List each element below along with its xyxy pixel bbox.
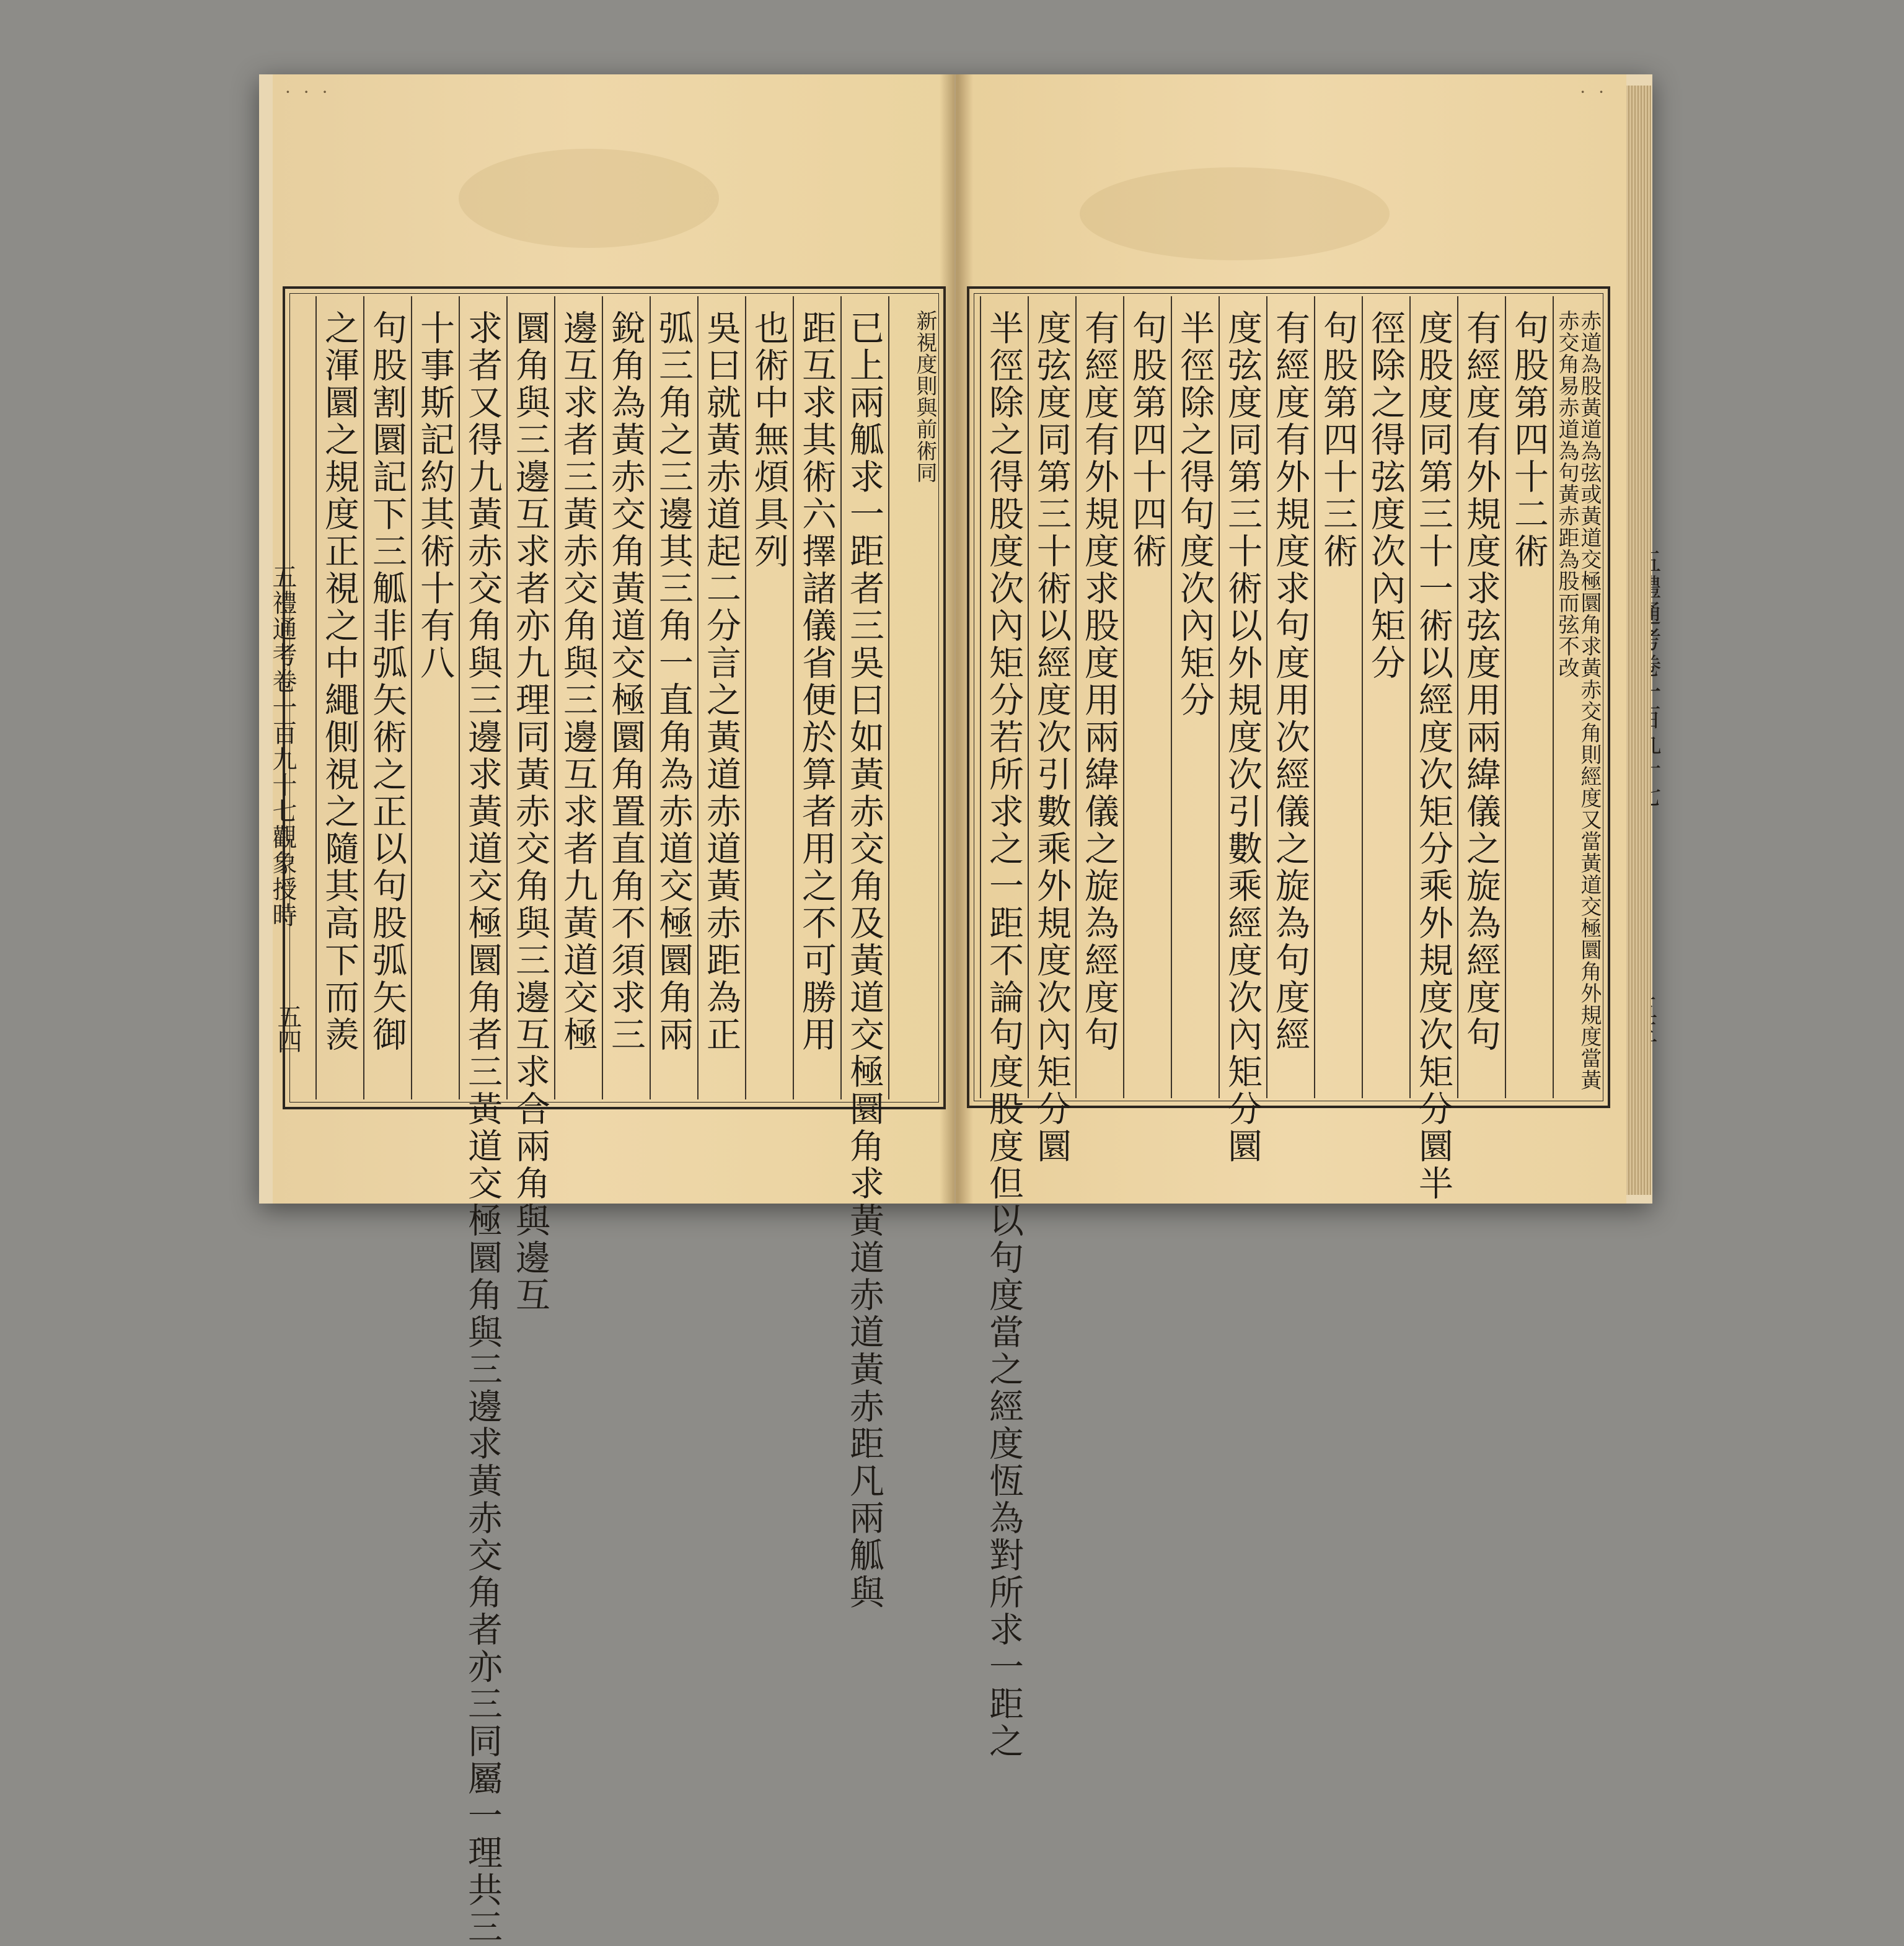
text-column: 銳角為黃赤交角黃道交極圜角置直角不須求三 — [602, 296, 650, 1099]
text-column: 之渾圜之規度正視之中繩側視之隨其高下而羨 — [315, 296, 363, 1099]
page-number: 五四 — [273, 1004, 302, 1054]
column-grid-right — [977, 296, 1602, 1760]
text-column: 句股第四十四術 — [1123, 296, 1171, 1098]
text-column: 邊互求者三黃赤交角與三邊互求者九黃道交極 — [554, 296, 602, 1099]
text-column: 徑除之得弦度次內矩分 — [1362, 296, 1409, 1098]
text-column: 吳曰就黃赤道起二分言之黃道赤道黃赤距為正 — [697, 296, 745, 1099]
page-edge-marks: · · — [1580, 82, 1608, 102]
text-column: 句股割圜記下三觚非弧矢術之正以句股弧矢御 — [363, 296, 411, 1099]
right-page — [956, 74, 1626, 1760]
text-column: 已上兩觚求一距者三吳曰如黃赤交角及黃道交極圜角求黃道赤道黃赤距凡兩觚與 — [840, 296, 888, 1099]
paper-stain — [459, 149, 719, 248]
text-column: 距互求其術六擇諸儀省便於算者用之不可勝用 — [793, 296, 840, 1099]
text-column: 句股第四十二術 — [1505, 296, 1553, 1098]
paper-stain — [1080, 167, 1390, 260]
text-column: 赤道為股黃道為弦或黃道交極圜角求黃赤交角則經度又當黃道交極圜角外規度當黃赤交角易赤道為句黃赤距為股而弦不改 — [1553, 296, 1600, 1098]
text-column: 半徑除之得股度次內矩分若所求之一距不論句度股度但以句度當之經度恆為對所求一距之 — [980, 296, 1028, 1098]
text-column: 度弦度同第三十術以經度次引數乘外規度次內矩分圜 — [1028, 296, 1075, 1098]
text-column: 求者又得九黃赤交角與三邊求黃道交極圜角者三黃道交極圜角與三邊求黃赤交角者亦三同屬一理共三 — [459, 296, 506, 1099]
open-book — [259, 74, 1652, 1946]
text-column: 度弦度同第三十術以外規度次引數乘經度次內矩分圜 — [1219, 296, 1266, 1098]
book-gutter — [940, 74, 973, 1204]
text-column: 有經度有外規度求句度用次經儀之旋為句度經 — [1266, 296, 1314, 1098]
text-frame-right — [967, 286, 1610, 1760]
text-column: 弧三角之三邊其三角一直角為赤道交極圜角兩 — [650, 296, 697, 1099]
text-column: 有經度有外規度求弦度用兩緯儀之旋為經度句 — [1457, 296, 1505, 1098]
text-column: 新視度則與前術同 — [888, 296, 936, 1099]
text-column: 也術中無煩具列 — [745, 296, 793, 1099]
column-grid-left — [293, 296, 937, 1946]
left-page — [268, 74, 954, 1946]
text-column: 有經度有外規度求股度用兩緯儀之旋為經度句 — [1075, 296, 1123, 1098]
page-edges — [1626, 86, 1651, 1195]
text-frame-left — [283, 286, 946, 1946]
text-column: 十事斯記約其術十有八 — [411, 296, 459, 1099]
text-column: 圜角與三邊互求者亦九理同黃赤交角與三邊互求合兩角與邊互 — [506, 296, 554, 1099]
banner-text: 五禮通考卷一百九十七觀象授時 — [268, 564, 297, 928]
text-column: 句股第四十三術 — [1314, 296, 1362, 1098]
text-column: 半徑除之得句度次內矩分 — [1171, 296, 1219, 1098]
text-column: 度股度同第三十一術以經度次矩分乘外規度次矩分圜半 — [1409, 296, 1457, 1098]
page-edge-marks: · · · — [285, 82, 332, 102]
